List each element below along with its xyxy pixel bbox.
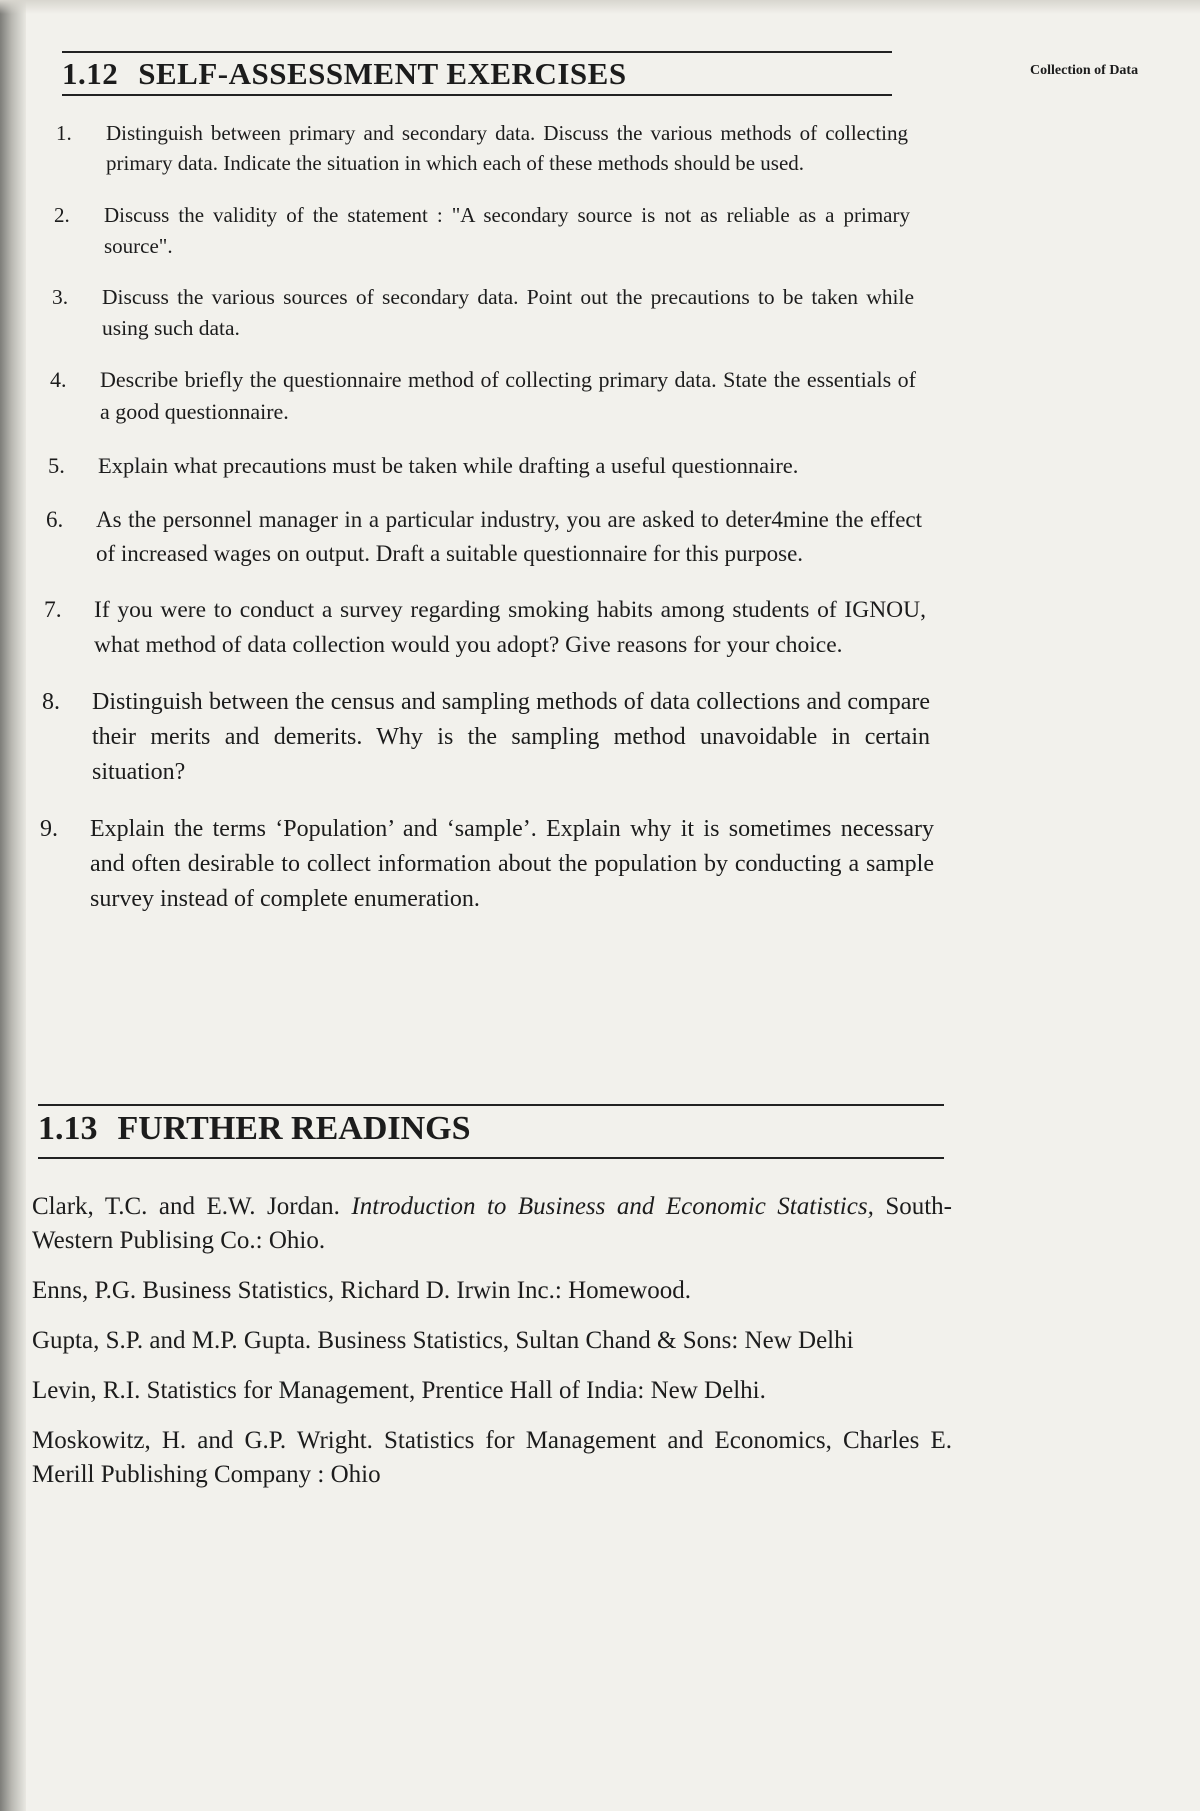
exercise-item (44, 593, 926, 663)
reading-text: Moskowitz, H. and G.P. Wright. Statistics for Management and Economics, Charles E. Merill Publishing Company : Ohio (32, 1427, 952, 1488)
exercise-number: 4. (50, 367, 67, 392)
reading-text: Levin, R.I. Statistics for Management, Prentice Hall of India: New Delhi. (32, 1377, 766, 1404)
reading-author-text: Clark, T.C. and E.W. Jordan. (32, 1193, 352, 1220)
running-head: Collection of Data (1030, 63, 1139, 78)
reading-entry (32, 1274, 952, 1308)
exercise-item (46, 503, 922, 571)
exercise-text: As the personnel manager in a particular industry, you are asked to deter4mine the effect of increased wages on output. Draft a suitable questionnaire for this purpose. (96, 507, 922, 566)
exercise-item (42, 685, 930, 790)
exercise-text: Distinguish between the census and sampling methods of data collections and compare their merits and demerits. Why is the sampling method unavoidable in certain situation? (92, 689, 930, 785)
exercise-item (52, 282, 914, 344)
exercise-item (48, 449, 920, 482)
exercise-list (40, 118, 934, 917)
exercise-text: Explain what precautions must be taken while drafting a useful questionnaire. (98, 453, 799, 478)
section-bottom-rule (62, 94, 892, 96)
exercise-item (50, 364, 916, 428)
exercise-text: Distinguish between primary and secondary data. Discuss the various methods of collecting primary data. Indicate the situation in which each of these methods should be used. (106, 121, 908, 175)
page-binding-shadow (0, 0, 26, 1811)
reading-text: Gupta, S.P. and M.P. Gupta. Business Statistics, Sultan Chand & Sons: New Delhi (32, 1327, 854, 1354)
reading-text: Enns, P.G. Business Statistics, Richard D. Irwin Inc.: Homewood. (32, 1277, 691, 1304)
exercise-text: Discuss the validity of the statement : "A secondary source is not as reliable as a primary source". (104, 203, 910, 258)
reading-entry (32, 1424, 952, 1492)
section-heading-further-readings (38, 1110, 471, 1148)
exercise-number: 1. (56, 121, 72, 145)
section-title: SELF-ASSESSMENT EXERCISES (138, 56, 627, 91)
exercise-number: 3. (52, 285, 69, 309)
page-top-shadow (0, 0, 1200, 14)
reading-entry (32, 1324, 952, 1358)
exercise-number: 6. (46, 507, 64, 532)
exercise-text: Discuss the various sources of secondary data. Point out the precautions to be taken while using such data. (102, 285, 914, 340)
reading-entry (32, 1190, 952, 1258)
section-heading-self-assessment (62, 56, 627, 92)
section-top-rule (62, 51, 892, 53)
reading-title-italic: Introduction to Business and Economic Statistics, (351, 1193, 874, 1220)
exercise-number: 8. (42, 689, 60, 715)
section-number: 1.13 (38, 1110, 98, 1147)
exercise-number: 7. (44, 597, 62, 623)
exercise-text: If you were to conduct a survey regarding smoking habits among students of IGNOU, what method of data collection would you adopt? Give reasons for your choice. (94, 597, 926, 658)
section-bottom-rule (38, 1157, 944, 1159)
readings-list (32, 1190, 952, 1508)
reading-publisher-text: South-Western Publising Co.: Ohio. (32, 1193, 953, 1254)
exercise-number: 9. (40, 816, 58, 842)
exercise-number: 5. (48, 453, 65, 478)
exercise-text: Describe briefly the questionnaire method of collecting primary data. State the essentials of a good questionnaire. (100, 367, 916, 424)
exercise-item (40, 812, 934, 917)
exercise-text: Explain the terms ‘Population’ and ‘sample’. Explain why it is sometimes necessary and often desirable to collect information about the population by conducting a sample survey instead of complete enumeration. (90, 816, 934, 912)
section-top-rule (38, 1104, 944, 1106)
section-number: 1.12 (62, 56, 119, 91)
exercise-item (56, 118, 908, 178)
reading-entry (32, 1374, 952, 1408)
section-title: FURTHER READINGS (117, 1110, 471, 1147)
exercise-number: 2. (54, 203, 70, 227)
exercise-item (54, 200, 910, 262)
